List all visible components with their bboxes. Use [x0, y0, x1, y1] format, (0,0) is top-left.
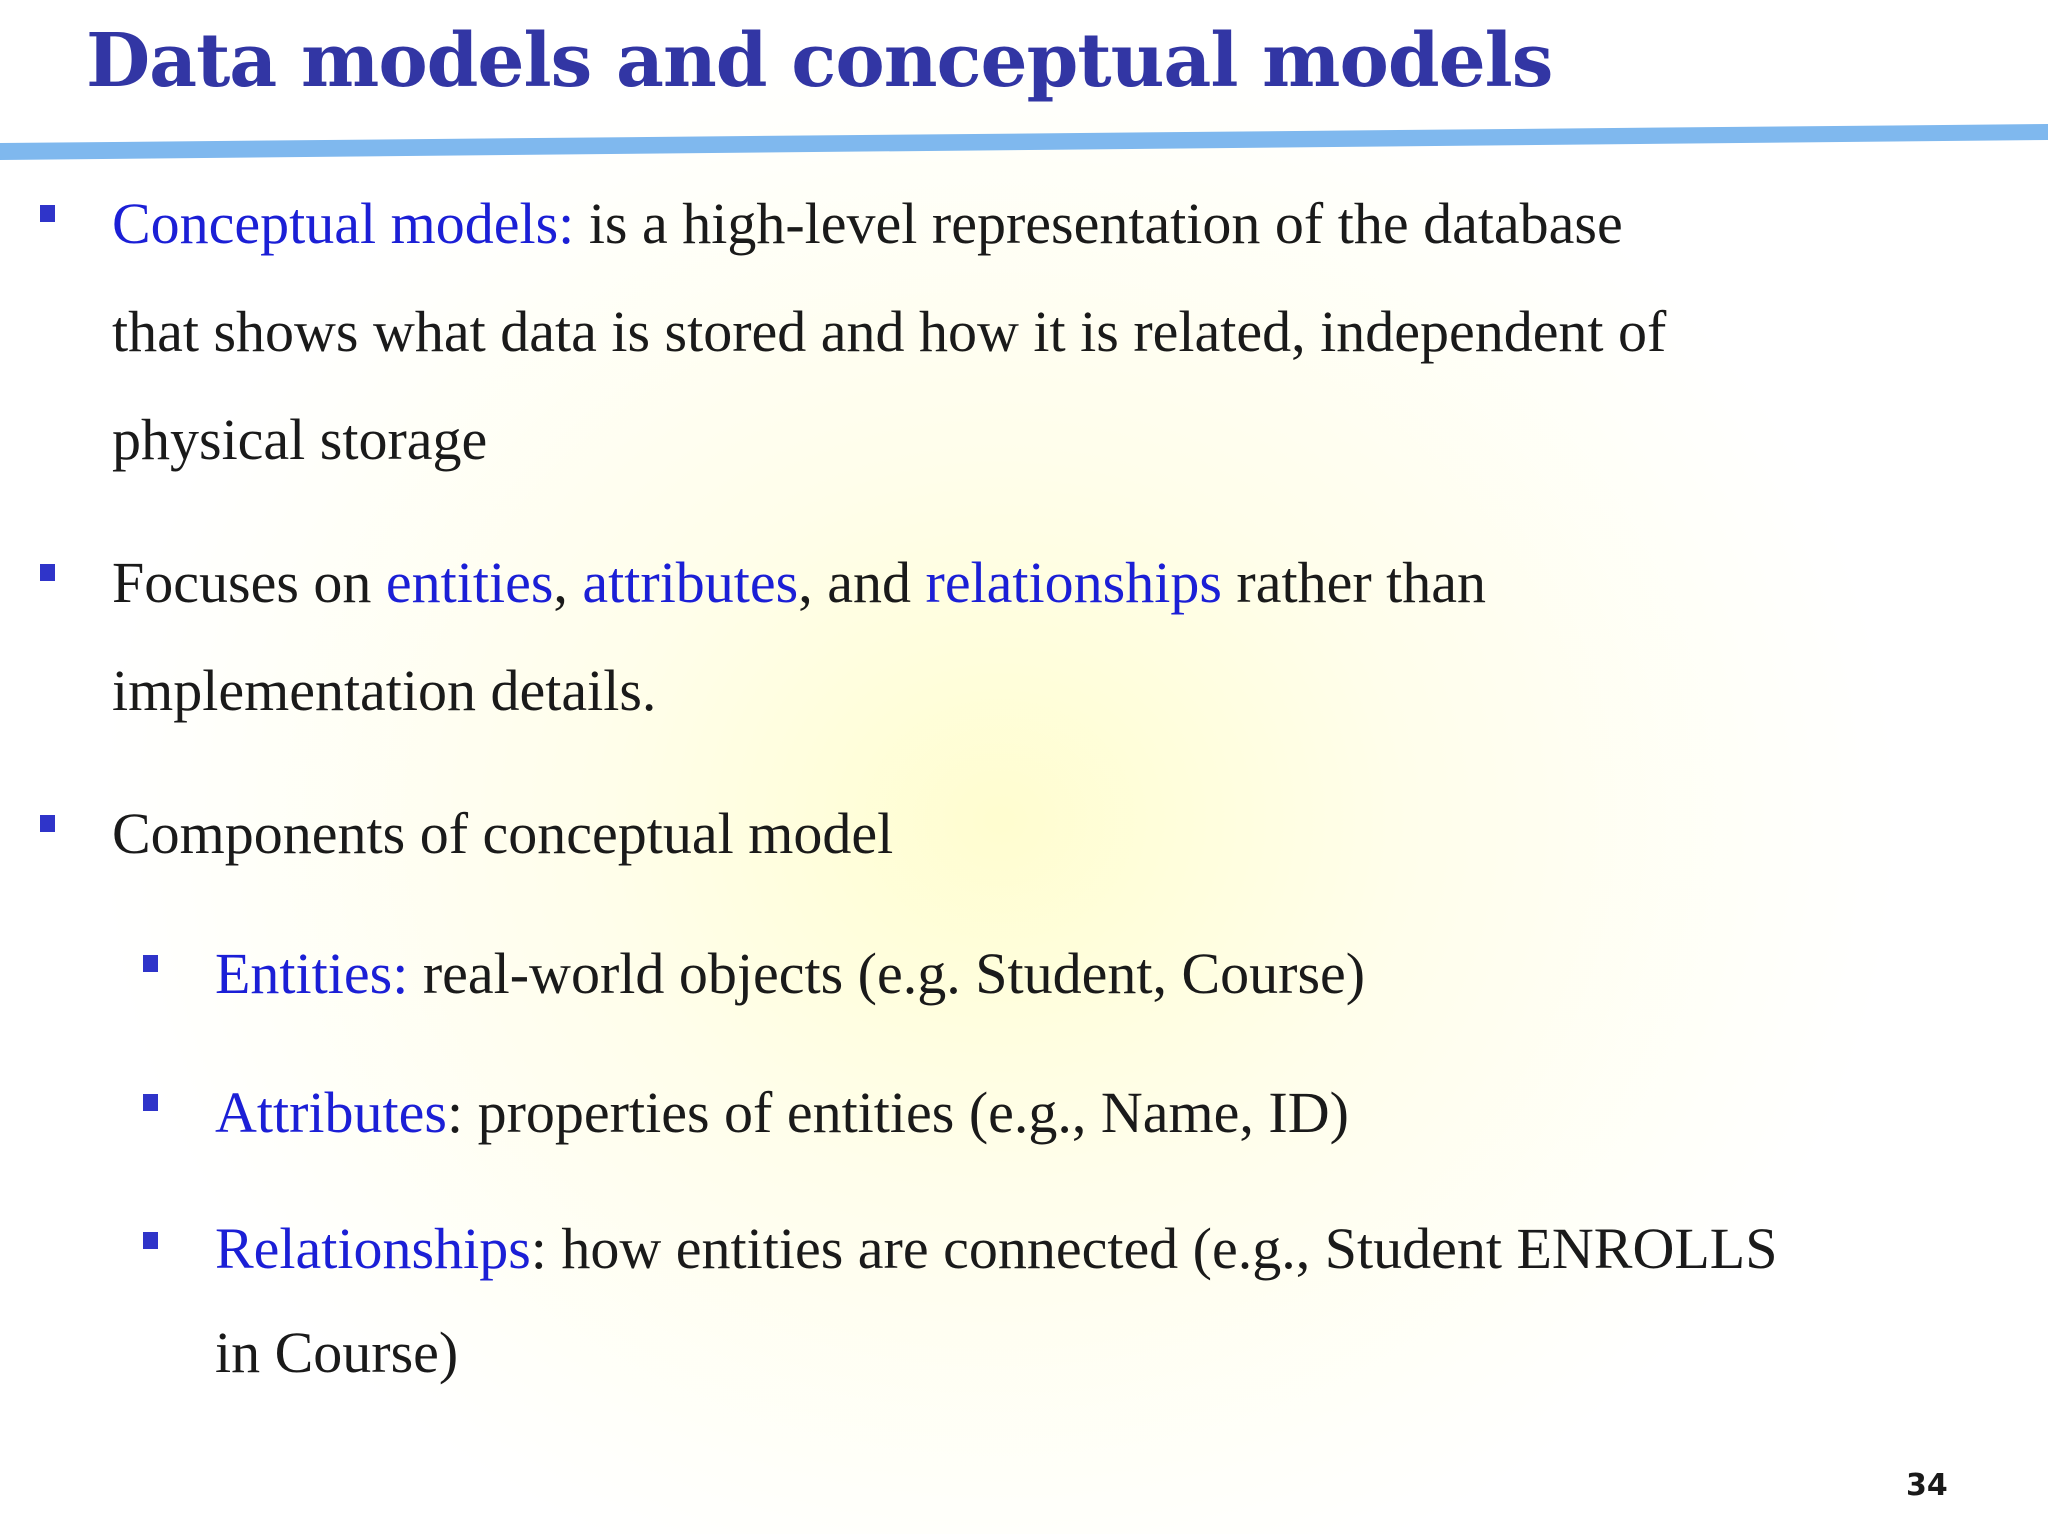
sub-bullet-relationships — [215, 1197, 1777, 1405]
sub-bullet-attributes — [215, 1059, 1349, 1167]
term-attributes: Attributes — [215, 1080, 447, 1145]
bullet-text: is a high-level representation of the database — [574, 191, 1623, 256]
bullet-text: : how entities are connected (e.g., Student ENROLLS — [530, 1216, 1778, 1281]
bullet-focuses — [112, 529, 1486, 745]
bullet-text: physical storage — [112, 407, 488, 472]
bullet-text: : properties of entities (e.g., Name, ID) — [446, 1080, 1349, 1145]
term-conceptual-models: Conceptual models: — [112, 191, 575, 256]
bullet-marker — [40, 205, 55, 222]
bullet-text: real-world objects (e.g. Student, Course) — [408, 941, 1366, 1006]
sub-bullet-marker — [143, 1094, 158, 1111]
bullet-text: , — [553, 550, 583, 615]
bullet-text: in Course) — [215, 1320, 459, 1385]
term-attributes: attributes — [582, 550, 799, 615]
bullet-text: Components of conceptual model — [112, 801, 894, 866]
term-entities: Entities: — [215, 941, 409, 1006]
bullet-conceptual-models — [112, 170, 1666, 494]
bullet-components — [112, 780, 893, 888]
term-relationships: relationships — [925, 550, 1222, 615]
bullet-text: , and — [798, 550, 926, 615]
bullet-marker — [40, 815, 55, 832]
bullet-text: implementation details. — [112, 658, 657, 723]
bullet-text: rather than — [1221, 550, 1486, 615]
bullet-text: Focuses on — [112, 550, 386, 615]
term-entities: entities — [385, 550, 554, 615]
bullet-marker — [40, 564, 55, 581]
bullet-text: that shows what data is stored and how it is related, independent of — [112, 299, 1667, 364]
sub-bullet-marker — [143, 955, 158, 972]
sub-bullet-entities — [215, 920, 1365, 1028]
sub-bullet-marker — [143, 1232, 158, 1249]
page-number: 34 — [1906, 1468, 1948, 1503]
slide-title: Data models and conceptual models — [86, 18, 1553, 104]
term-relationships: Relationships — [215, 1216, 531, 1281]
